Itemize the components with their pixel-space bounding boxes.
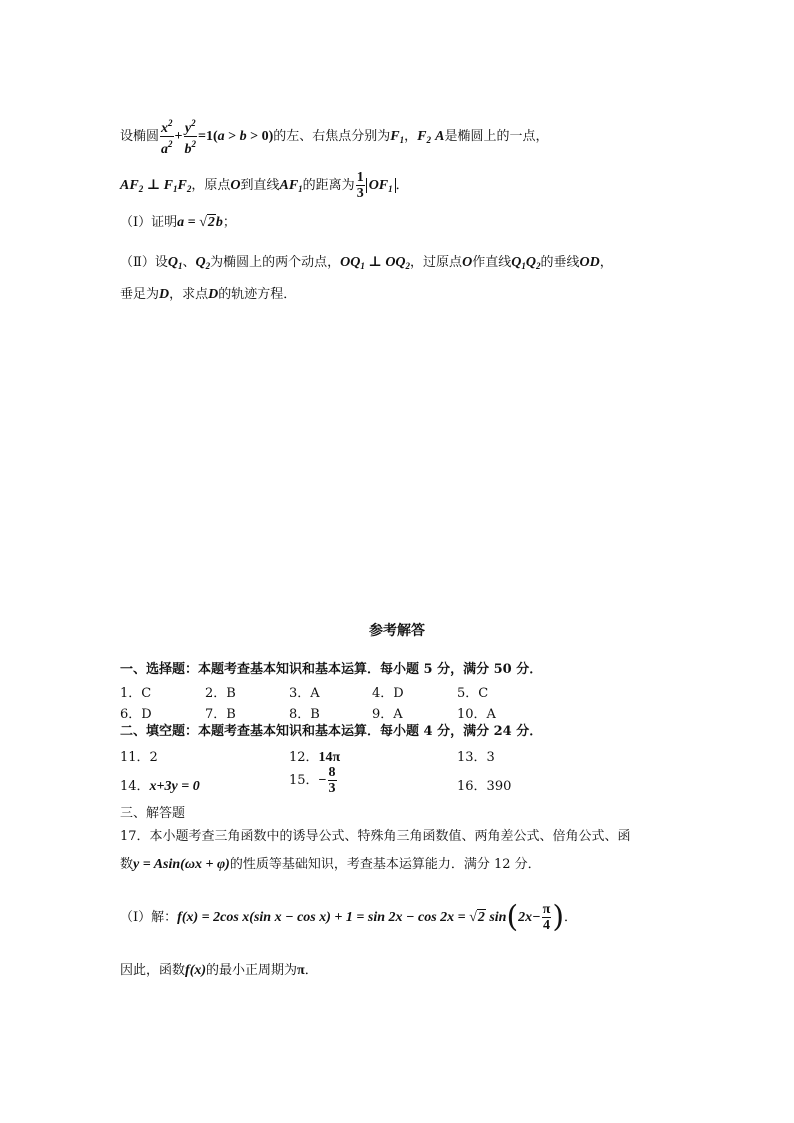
formula-F1: $F_1$ — [390, 129, 405, 145]
formula-F2: $F_2$ — [417, 129, 431, 145]
choice-answer: 1．C — [120, 686, 152, 701]
choice-answer: 8．B — [289, 707, 320, 722]
formula-one-third: $\frac{1}{3}$ — [356, 170, 364, 201]
q17-conclusion: 因此，函数f(x)的最小正周期为π． — [120, 963, 318, 978]
choice-answer: 10．A — [457, 707, 496, 722]
choice-answer: 4．D — [372, 686, 404, 701]
section-choice-heading: 一、选择题：本题考查基本知识和基本运算．每小题 5 分，满分 50 分． — [120, 662, 543, 677]
formula-x-plus-3y-eq-0: x+3y = 0 — [149, 779, 200, 794]
formula-A: A — [435, 129, 445, 144]
formula-AF2-perp-F1F2: $AF_2$ ⊥ $F_1F_2$ — [120, 178, 192, 194]
section-fill-heading: 二、填空题：本题考查基本知识和基本运算．每小题 4 分，满分 24 分． — [120, 724, 543, 739]
choice-answer: 3．A — [289, 686, 320, 701]
formula-y-eq-Asin: y = Asin(ωx + φ) — [133, 857, 230, 872]
fill-answer-11: 11．2 — [120, 750, 158, 765]
formula-abs-OF1: $OF_1$ — [366, 178, 396, 193]
q17-description-1: 17．本小题考查三角函数中的诱导公式、特殊角三角函数值、两角差公式、倍角公式、函 — [120, 829, 631, 844]
formula-eight-thirds: $\frac{8}{3}$ — [328, 765, 336, 796]
formula-f-x: f(x) — [185, 963, 207, 978]
fill-answer-13: 13．3 — [457, 750, 495, 765]
section-solution-heading: 三、解答题 — [120, 806, 186, 821]
formula-OQ1-perp-OQ2: $OQ_1$ ⊥ $OQ_2$ — [340, 255, 411, 271]
formula-pi: π — [297, 963, 305, 978]
formula-y2-over-b2: $\frac{y^2}{b^2}$ — [184, 118, 196, 157]
problem-part-2: （Ⅱ）设$Q_1$、$Q_2$为椭圆上的两个动点，$OQ_1$ ⊥ $OQ_2$，过原点O作直线$Q_1Q_2$的垂线OD， — [120, 255, 613, 271]
fill-answer-16: 16．390 — [457, 779, 512, 794]
choice-answer: 5．C — [457, 686, 489, 701]
problem-part-2-line-2: 垂足为D，求点D的轨迹方程． — [120, 287, 297, 302]
choice-answer: 7．B — [205, 707, 236, 722]
q17-description-2: 数y = Asin(ωx + φ)的性质等基础知识，考查基本运算能力．满分 12 分． — [120, 857, 541, 872]
formula-a-eq-sqrt2-b: a = √2b — [177, 215, 223, 230]
formula-f-x-derivation: f(x) = 2cos x(sin x − cos x) + 1 = sin 2x − cos 2x = √2 sin — [177, 910, 507, 925]
fill-answer-15: 15．− $\frac{8}{3}$ — [289, 765, 336, 796]
q17-part-1: （Ⅰ）解：f(x) = 2cos x(sin x − cos x) + 1 = sin 2x − cos 2x = √2 sin(2x− $\frac{\pi}{4}$ )． — [120, 899, 578, 935]
problem-line-2: $AF_2$ ⊥ $F_1F_2$，原点O到直线$AF_1$的距离为 $\frac{1}{3}$ $OF_1$ ． — [120, 170, 409, 201]
formula-x2-over-a2: $\frac{x^2}{a^2}$ — [161, 118, 173, 157]
choice-answer: 9．A — [372, 707, 403, 722]
choice-answer: 2．B — [205, 686, 236, 701]
answers-title: 参考解答 — [369, 623, 425, 639]
problem-part-1: （Ⅰ）证明a = √2b； — [120, 215, 236, 230]
problem-line-1: 设椭圆 $\frac{x^2}{a^2}$ + $\frac{y^2}{b^2}$ =1(a > b > 0)的左、右焦点分别为$F_1$，$F_2$ A是椭圆上的一点， — [120, 118, 549, 157]
formula-pi-over-4: $\frac{\pi}{4}$ — [542, 902, 551, 933]
fill-answer-14: 14．x+3y = 0 — [120, 779, 200, 794]
fill-answer-12: 12．14π — [289, 750, 341, 765]
choice-answer: 6．D — [120, 707, 152, 722]
